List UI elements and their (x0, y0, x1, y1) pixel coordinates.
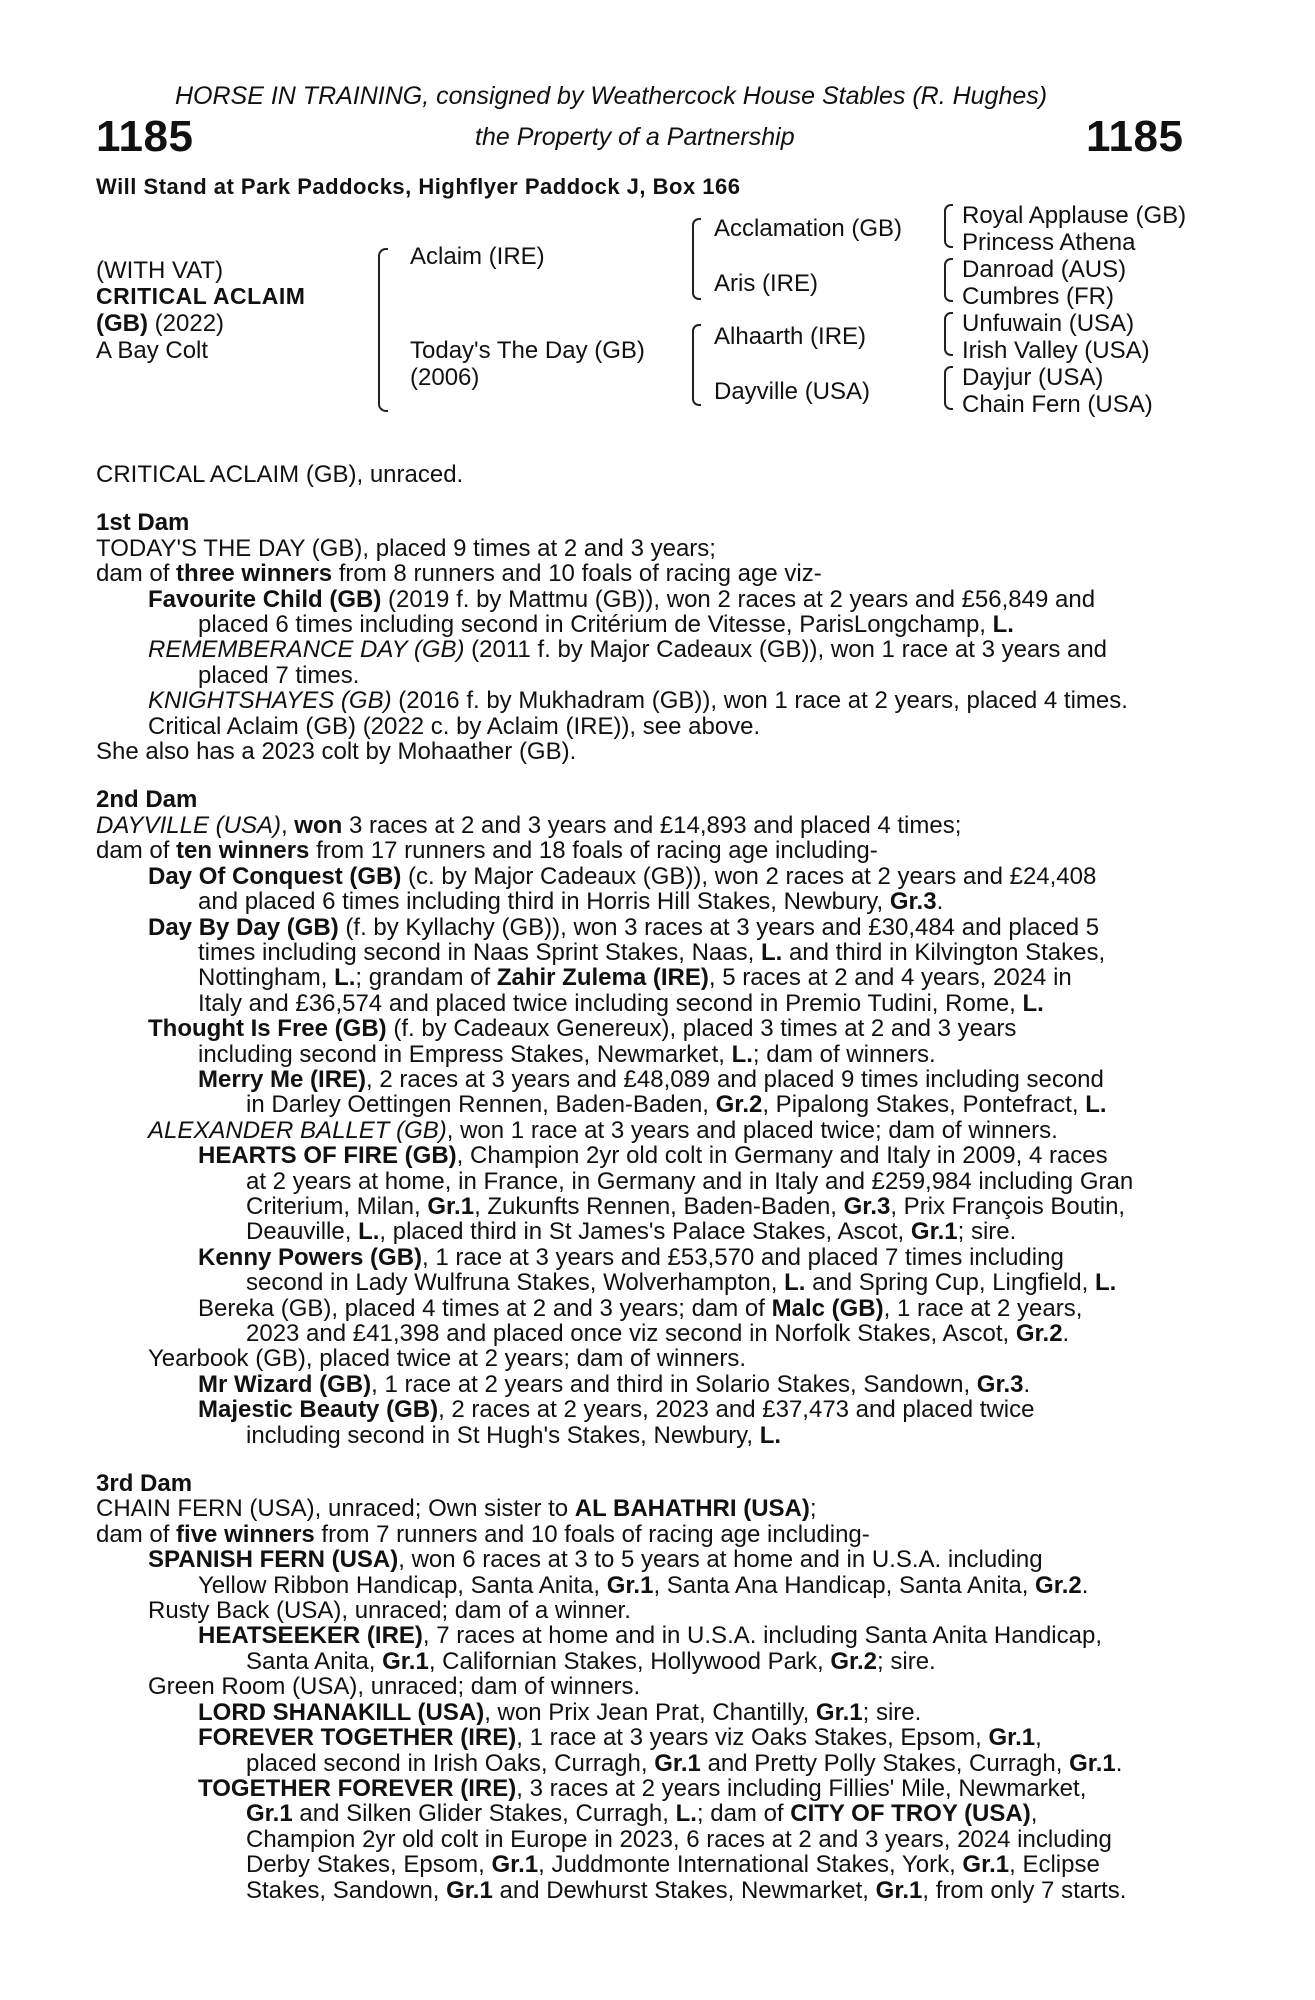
third-dam-line: Champion 2yr old colt in Europe in 2023, 6 races at 2 and 3 years, 2024 including (246, 1825, 1112, 1853)
property-line: the Property of a Partnership (475, 123, 795, 151)
first-dam-line: placed 6 times including second in Critérium de Vitesse, ParisLongchamp, L. (198, 611, 1014, 639)
second-dam-line: Kenny Powers (GB), 1 race at 3 years and £53,570 and placed 7 times including (198, 1243, 1064, 1271)
horse-year: (2022) (147, 310, 225, 337)
lot-number-left: 1185 (96, 112, 194, 161)
second-dam-line: Yearbook (GB), placed twice at 2 years; dam of winners. (148, 1345, 747, 1373)
second-dam-line: at 2 years at home, in France, in Germany and in Italy and £259,984 including Gran (246, 1167, 1134, 1195)
second-dam-line: Bereka (GB), placed 4 times at 2 and 3 years; dam of Malc (GB), 1 race at 2 years, (198, 1294, 1083, 1322)
second-dam-line: 2023 and £41,398 and placed once viz second in Norfolk Stakes, Ascot, Gr.2. (246, 1320, 1070, 1347)
third-dam-line: HEATSEEKER (IRE), 7 races at home and in U.S.A. including Santa Anita Handicap, (198, 1622, 1102, 1650)
dam-year: (2006) (410, 364, 480, 391)
second-dam-line: Merry Me (IRE), 2 races at 3 years and £48,089 and placed 9 times including second (198, 1065, 1104, 1093)
horse-origin: (GB) (96, 310, 148, 337)
first-dam-line: dam of three winners from 8 runners and 10 foals of racing age viz- (96, 560, 822, 588)
stand-location: Will Stand at Park Paddocks, Highflyer Paddock J, Box 166 (96, 174, 741, 199)
third-dam-line: Santa Anita, Gr.1, Californian Stakes, Hollywood Park, Gr.2; sire. (246, 1647, 936, 1675)
third-dam-heading: 3rd Dam (96, 1470, 193, 1498)
third-dam-line: Derby Stakes, Epsom, Gr.1, Juddmonte International Stakes, York, Gr.1, Eclipse (246, 1851, 1100, 1879)
first-dam-line: REMEMBERANCE DAY (GB) (2011 f. by Major Cadeaux (GB)), won 1 race at 3 years and (148, 636, 1108, 664)
second-dam-line: Mr Wizard (GB), 1 race at 2 years and third in Solario Stakes, Sandown, Gr.3. (198, 1370, 1031, 1398)
second-dam-line: dam of ten winners from 17 runners and 18 foals of racing age including- (96, 837, 878, 865)
third-dam-line: placed second in Irish Oaks, Curragh, Gr.1 and Pretty Polly Stakes, Curragh, Gr.1. (246, 1749, 1123, 1777)
third-dam-line: CHAIN FERN (USA), unraced; Own sister to AL BAHATHRI (USA); (96, 1495, 817, 1523)
dam-sire: Alhaarth (IRE) (714, 323, 867, 350)
first-dam-line: TODAY'S THE DAY (GB), placed 9 times at 2 and 3 years; (96, 534, 716, 562)
third-dam-line: FOREVER TOGETHER (IRE), 1 race at 3 years viz Oaks Stakes, Epsom, Gr.1, (198, 1724, 1042, 1752)
second-dam-line: second in Lady Wulfruna Stakes, Wolverhampton, L. and Spring Cup, Lingfield, L. (246, 1269, 1117, 1297)
pedigree-brace-3d (944, 366, 953, 410)
third-dam-line: Rusty Back (USA), unraced; dam of a winner. (148, 1597, 631, 1625)
third-dam-line: SPANISH FERN (USA), won 6 races at 3 to 5 years at home and in U.S.A. including (148, 1546, 1043, 1574)
third-dam-line: TOGETHER FOREVER (IRE), 3 races at 2 years including Fillies' Mile, Newmarket, (198, 1774, 1087, 1802)
sire-dam-sire: Danroad (AUS) (962, 256, 1127, 283)
second-dam-line: Majestic Beauty (GB), 2 races at 2 years, 2023 and £37,473 and placed twice (198, 1396, 1035, 1424)
third-dam-line: Stakes, Sandown, Gr.1 and Dewhurst Stakes, Newmarket, Gr.1, from only 7 starts. (246, 1876, 1127, 1904)
first-dam-line: Favourite Child (GB) (2019 f. by Mattmu (GB)), won 2 races at 2 years and £56,849 and (148, 585, 1096, 613)
dam-sire-sire: Unfuwain (USA) (962, 310, 1135, 337)
dam-dam-dam: Chain Fern (USA) (962, 391, 1153, 418)
second-dam-line: Day By Day (GB) (f. by Kyllachy (GB)), won 3 races at 3 years and £30,484 and placed 5 (148, 913, 1100, 941)
third-dam-line: Gr.1 and Silken Glider Stakes, Curragh, L.; dam of CITY OF TROY (USA), (246, 1800, 1038, 1828)
catalogue-body (96, 462, 1204, 1903)
pedigree-brace-3b (944, 258, 953, 302)
pedigree-brace-2b (692, 324, 701, 406)
sire-dam: Aris (IRE) (714, 270, 818, 297)
horse-description: A Bay Colt (96, 337, 209, 364)
third-dam-line: LORD SHANAKILL (USA), won Prix Jean Prat, Chantilly, Gr.1; sire. (198, 1698, 922, 1726)
sire-sire: Acclamation (GB) (714, 215, 903, 242)
second-dam-line: DAYVILLE (USA), won 3 races at 2 and 3 years and £14,893 and placed 4 times; (96, 811, 962, 839)
pedigree-brace-3c (944, 312, 953, 356)
second-dam-line: Thought Is Free (GB) (f. by Cadeaux Genereux), placed 3 times at 2 and 3 years (148, 1015, 1017, 1043)
second-dam-heading: 2nd Dam (96, 786, 198, 814)
first-dam-heading: 1st Dam (96, 509, 190, 537)
sire: Aclaim (IRE) (410, 243, 545, 270)
sire-sire-sire: Royal Applause (GB) (962, 202, 1187, 229)
second-dam-line: HEARTS OF FIRE (GB), Champion 2yr old colt in Germany and Italy in 2009, 4 races (198, 1142, 1108, 1170)
pedigree-brace-3a (944, 204, 953, 248)
second-dam-line: Nottingham, L.; grandam of Zahir Zulema (IRE), 5 races at 2 and 4 years, 2024 in (198, 964, 1072, 992)
first-dam-line: She also has a 2023 colt by Mohaather (GB). (96, 738, 577, 766)
second-dam-line: in Darley Oettingen Rennen, Baden-Baden, Gr.2, Pipalong Stakes, Pontefract, L. (246, 1091, 1107, 1119)
second-dam-line: ALEXANDER BALLET (GB), won 1 race at 3 years and placed twice; dam of winners. (148, 1116, 1058, 1144)
dam: Today's The Day (GB) (410, 337, 645, 364)
dam-dam-sire: Dayjur (USA) (962, 364, 1104, 391)
intro-line: CRITICAL ACLAIM (GB), unraced. (96, 461, 464, 488)
second-dam-line: Italy and £36,574 and placed twice including second in Premio Tudini, Rome, L. (198, 989, 1044, 1017)
vat-note: (WITH VAT) (96, 257, 224, 284)
second-dam-line: Criterium, Milan, Gr.1, Zukunfts Rennen, Baden-Baden, Gr.3, Prix François Boutin, (246, 1192, 1126, 1220)
consignment-line: HORSE IN TRAINING, consigned by Weathercock House Stables (R. Hughes) (175, 82, 1048, 110)
second-dam-line: including second in St Hugh's Stakes, Newbury, L. (246, 1421, 782, 1449)
second-dam-line: Day Of Conquest (GB) (c. by Major Cadeaux (GB)), won 2 races at 2 years and £24,408 (148, 862, 1097, 890)
sire-dam-dam: Cumbres (FR) (962, 283, 1115, 310)
second-dam-line: including second in Empress Stakes, Newmarket, L.; dam of winners. (198, 1040, 936, 1068)
dam-sire-dam: Irish Valley (USA) (962, 337, 1150, 364)
third-dam-line: Yellow Ribbon Handicap, Santa Anita, Gr.1, Santa Ana Handicap, Santa Anita, Gr.2. (198, 1571, 1089, 1599)
dam-dam: Dayville (USA) (714, 378, 871, 405)
first-dam-line: Critical Aclaim (GB) (2022 c. by Aclaim (IRE)), see above. (148, 712, 761, 740)
lot-number-right: 1185 (1086, 112, 1184, 161)
first-dam-line: KNIGHTSHAYES (GB) (2016 f. by Mukhadram (GB)), won 1 race at 2 years, placed 4 times. (148, 687, 1128, 715)
pedigree-brace-1 (378, 248, 388, 412)
second-dam-line: and placed 6 times including third in Horris Hill Stakes, Newbury, Gr.3. (198, 888, 944, 916)
second-dam-line: Deauville, L., placed third in St James's Palace Stakes, Ascot, Gr.1; sire. (246, 1218, 1017, 1246)
pedigree-brace-2a (692, 218, 701, 300)
second-dam-line: times including second in Naas Sprint Stakes, Naas, L. and third in Kilvington Stakes, (198, 938, 1106, 966)
horse-name: CRITICAL ACLAIM (96, 283, 306, 309)
third-dam-line: dam of five winners from 7 runners and 10 foals of racing age including- (96, 1520, 870, 1548)
sire-sire-dam: Princess Athena (962, 229, 1136, 256)
horse-origin-year (96, 310, 224, 338)
first-dam-line: placed 7 times. (198, 661, 360, 689)
third-dam-line: Green Room (USA), unraced; dam of winners. (148, 1673, 641, 1701)
